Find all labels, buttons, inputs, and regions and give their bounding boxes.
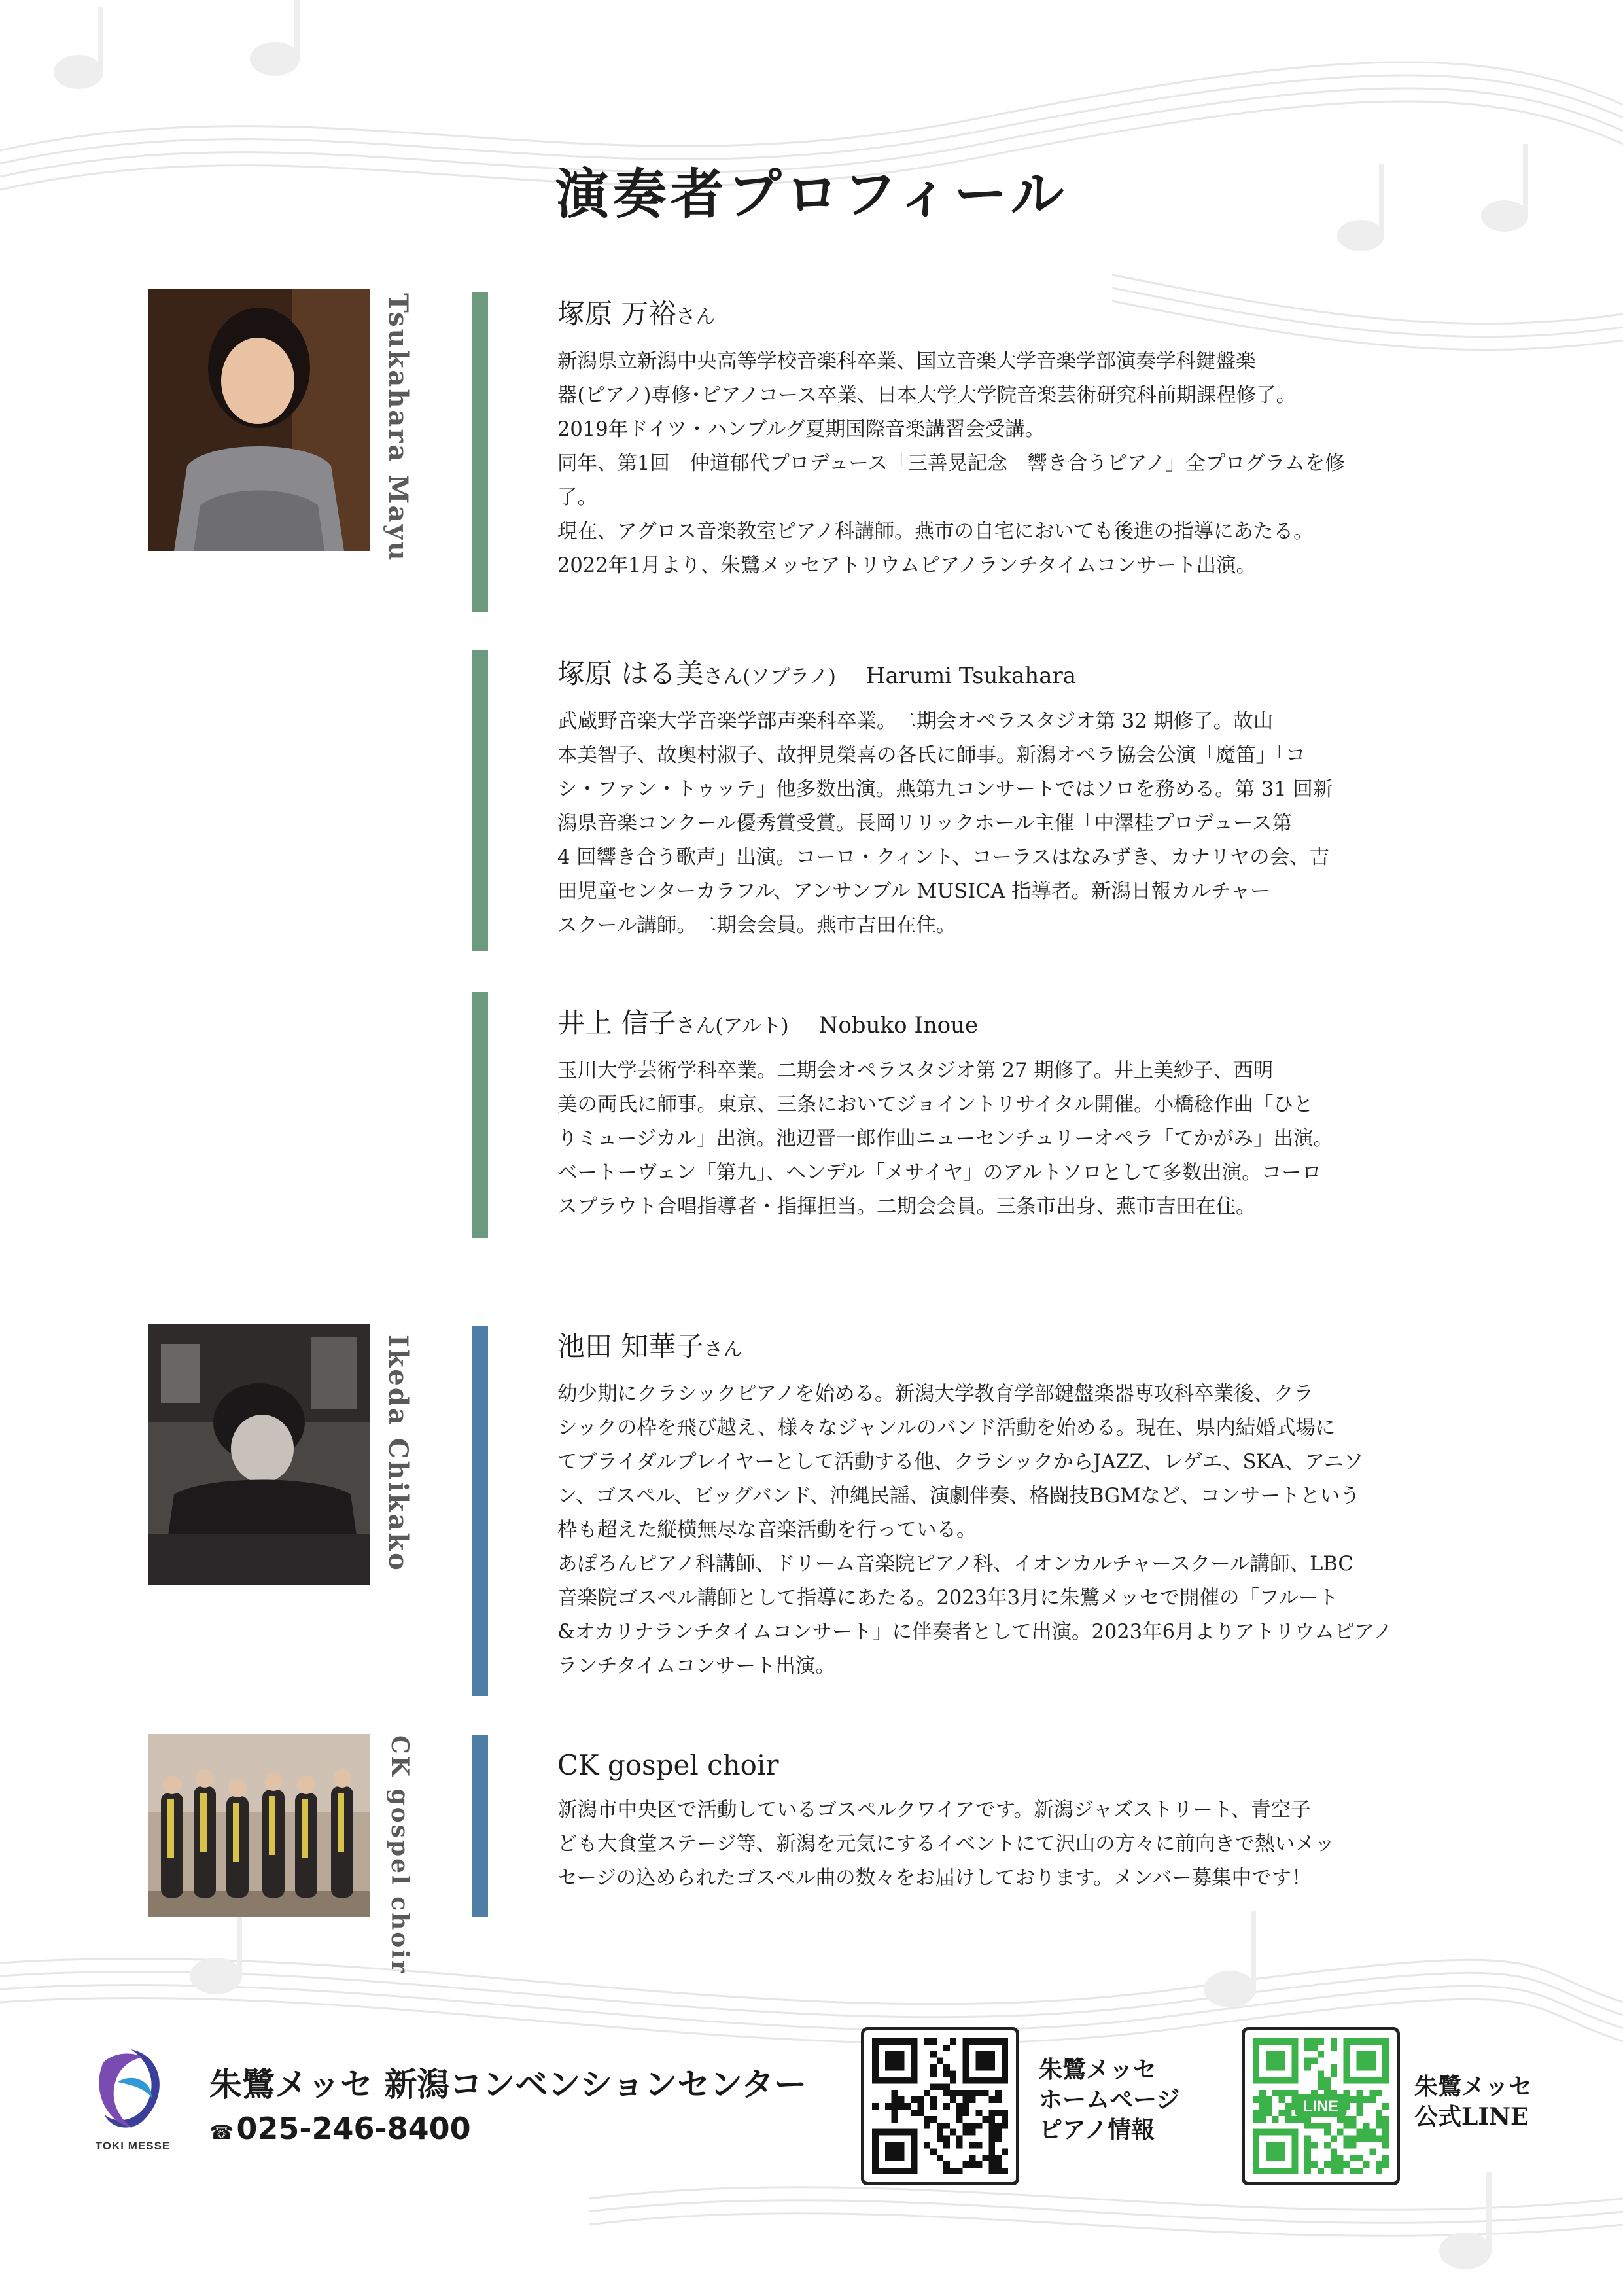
profile-tsukahara-harumi xyxy=(557,656,1454,943)
bio-line: 武蔵野音楽大学音楽学部声楽科卒業。二期会オペラスタジオ第 32 期修了。故山 xyxy=(557,710,1274,733)
line-qr-label: 朱鷺メッセ 公式LINE xyxy=(1414,2073,1533,2130)
bio-line: シックの枠を飛び越え、様々なジャンルのバンド活動を始める。現在、県内結婚式場に xyxy=(557,1417,1336,1439)
page-title: 演奏者プロフィール xyxy=(555,163,1068,226)
bio-line: 2022年1月より、朱鷺メッセアトリウムピアノランチタイムコンサート出演。 xyxy=(557,554,1257,577)
performer-bio xyxy=(557,705,1454,943)
organization-name: 朱鷺メッセ 新潟コンベンションセンター xyxy=(209,2066,807,2104)
line-logo-text: LINE xyxy=(1302,2097,1339,2115)
homepage-qr-code[interactable] xyxy=(861,2027,1019,2185)
bio-line: 本美智子、故奥村淑子、故押見榮喜の各氏に師事。新潟オペラ協会公演「魔笛」「コ xyxy=(557,744,1306,767)
performer-name: 池田 知華子さん xyxy=(557,1330,743,1362)
bio-line: 玉川大学芸術学科卒業。二期会オペラスタジオ第 27 期修了。井上美紗子、西明 xyxy=(557,1059,1274,1082)
accent-bar xyxy=(472,650,488,951)
bio-line: &オカリナランチタイムコンサート」に伴奏者として出演。2023年6月よりアトリウムピアノ xyxy=(557,1621,1393,1644)
homepage-qr-label: 朱鷺メッセ ホームページ ピアノ情報 xyxy=(1039,2056,1180,2144)
bio-line: あぽろんピアノ科講師、ドリーム音楽院ピアノ科、イオンカルチャースクール講師、LBC xyxy=(557,1553,1353,1576)
performer-bio xyxy=(557,1054,1454,1224)
bio-line: 同年、第1回 仲道郁代プロデュース「三善晃記念 響き合うピアノ」全プログラムを修 xyxy=(557,452,1345,475)
accent-bar xyxy=(472,1735,488,1917)
performer-photo-tsukahara-mayu xyxy=(148,289,370,551)
performer-bio xyxy=(557,345,1454,583)
bio-line: シ・ファン・トゥッテ」他多数出演。燕第九コンサートではソロを務める。第 31 回新 xyxy=(557,778,1333,801)
phone-number[interactable]: 025-246-8400 xyxy=(236,2111,471,2146)
performer-name: CK gospel choir xyxy=(557,1749,779,1781)
bio-line: ベートーヴェン「第九」、ヘンデル「メサイヤ」のアルトソロとして多数出演。コーロ xyxy=(557,1161,1322,1184)
performer-photo-ikeda-chikako xyxy=(148,1324,370,1585)
bio-line: 現在、アグロス音楽教室ピアノ科講師。燕市の自宅においても後進の指導にあたる。 xyxy=(557,520,1314,543)
accent-bar xyxy=(472,992,488,1238)
organization-phone xyxy=(209,2111,471,2146)
vertical-name-tsukahara-mayu: Tsukahara Mayu xyxy=(383,293,413,563)
bio-line: 了。 xyxy=(557,486,597,509)
bio-line: 幼少期にクラシックピアノを始める。新潟大学教育学部鍵盤楽器専攻科卒業後、クラ xyxy=(557,1383,1314,1405)
qr-code-icon xyxy=(872,2038,1008,2174)
line-qr-code[interactable] xyxy=(1242,2027,1400,2185)
bio-line: りミュージカル」出演。池辺晋一郎作曲ニューセンチュリーオペラ「てかがみ」出演。 xyxy=(557,1127,1334,1150)
performer-bio xyxy=(557,1793,1454,1896)
bio-line: スクール講師。二期会会員。燕市吉田在住。 xyxy=(557,914,956,937)
bio-line: 潟県音楽コンクール優秀賞受賞。長岡リリックホール主催「中澤桂プロデュース第 xyxy=(557,812,1293,835)
bio-line: スプラウト合唱指導者・指揮担当。二期会会員。三条市出身、燕市吉田在住。 xyxy=(557,1195,1256,1218)
bio-line: ども大食堂ステージ等、新潟を元気にするイベントにて沢山の方々に前向きで熱いメッ xyxy=(557,1833,1335,1856)
performer-name: 塚原 万裕さん xyxy=(557,298,716,330)
accent-bar xyxy=(472,292,488,612)
performer-name: 塚原 はる美さん(ソプラノ) Harumi Tsukahara xyxy=(557,658,1076,690)
bio-line: てブライダルプレイヤーとして活動する他、クラシックからJAZZ、レゲエ、SKA、アニソ xyxy=(557,1451,1364,1474)
bio-line: 新潟県立新潟中央高等学校音楽科卒業、国立音楽大学音楽学部演奏学科鍵盤楽 xyxy=(557,350,1256,373)
bio-line: 新潟市中央区で活動しているゴスペルクワイアです。新潟ジャズストリート、青空子 xyxy=(557,1799,1311,1822)
profile-ck-gospel-choir xyxy=(557,1747,1454,1896)
profile-tsukahara-mayu xyxy=(557,296,1454,583)
bio-line: 田児童センターカラフル、アンサンブル MUSICA 指導者。新潟日報カルチャー xyxy=(557,880,1270,903)
logo-wordmark: TOKI MESSE xyxy=(95,2140,171,2152)
vertical-name-ikeda-chikako: Ikeda Chikako xyxy=(383,1335,413,1572)
performer-bio xyxy=(557,1377,1454,1684)
bio-line: 音楽院ゴスペル講師として指導にあたる。2023年3月に朱鷺メッセで開催の「フルート xyxy=(557,1587,1338,1610)
bio-line: ランチタイムコンサート出演。 xyxy=(557,1655,835,1678)
toki-messe-logo-icon xyxy=(92,2043,170,2147)
bio-line: 美の両氏に師事。東京、三条においてジョイントリサイタル開催。小橋稔作曲「ひと xyxy=(557,1093,1314,1116)
bio-line: 2019年ドイツ・ハンブルグ夏期国際音楽講習会受講。 xyxy=(557,418,1045,441)
line-qr-code-icon xyxy=(1253,2038,1389,2174)
bio-line: セージの込められたゴスペル曲の数々をお届けしております。メンバー募集中です！ xyxy=(557,1867,1312,1890)
vertical-name-ck-gospel-choir: CK gospel choir xyxy=(386,1735,413,1975)
profile-inoue-nobuko xyxy=(557,1005,1454,1224)
phone-icon: ☎ xyxy=(209,2121,234,2144)
accent-bar xyxy=(472,1326,488,1696)
performer-name: 井上 信子さん(アルト) Nobuko Inoue xyxy=(557,1007,979,1039)
bio-line: 器(ピアノ)専修･ピアノコース卒業、日本大学大学院音楽芸術研究科前期課程修了。 xyxy=(557,384,1297,407)
bio-line: 枠も超えた縦横無尽な音楽活動を行っている。 xyxy=(557,1519,977,1542)
bio-line: 4 回響き合う歌声」出演。コーロ・クィント、コーラスはなみずき、カナリヤの会、吉 xyxy=(557,846,1330,869)
bio-line: ン、ゴスペル、ビッグバンド、沖縄民謡、演劇伴奏、格闘技BGMなど、コンサートという xyxy=(557,1485,1360,1508)
performer-photo-ck-gospel-choir xyxy=(148,1734,370,1917)
profile-ikeda-chikako xyxy=(557,1328,1454,1684)
